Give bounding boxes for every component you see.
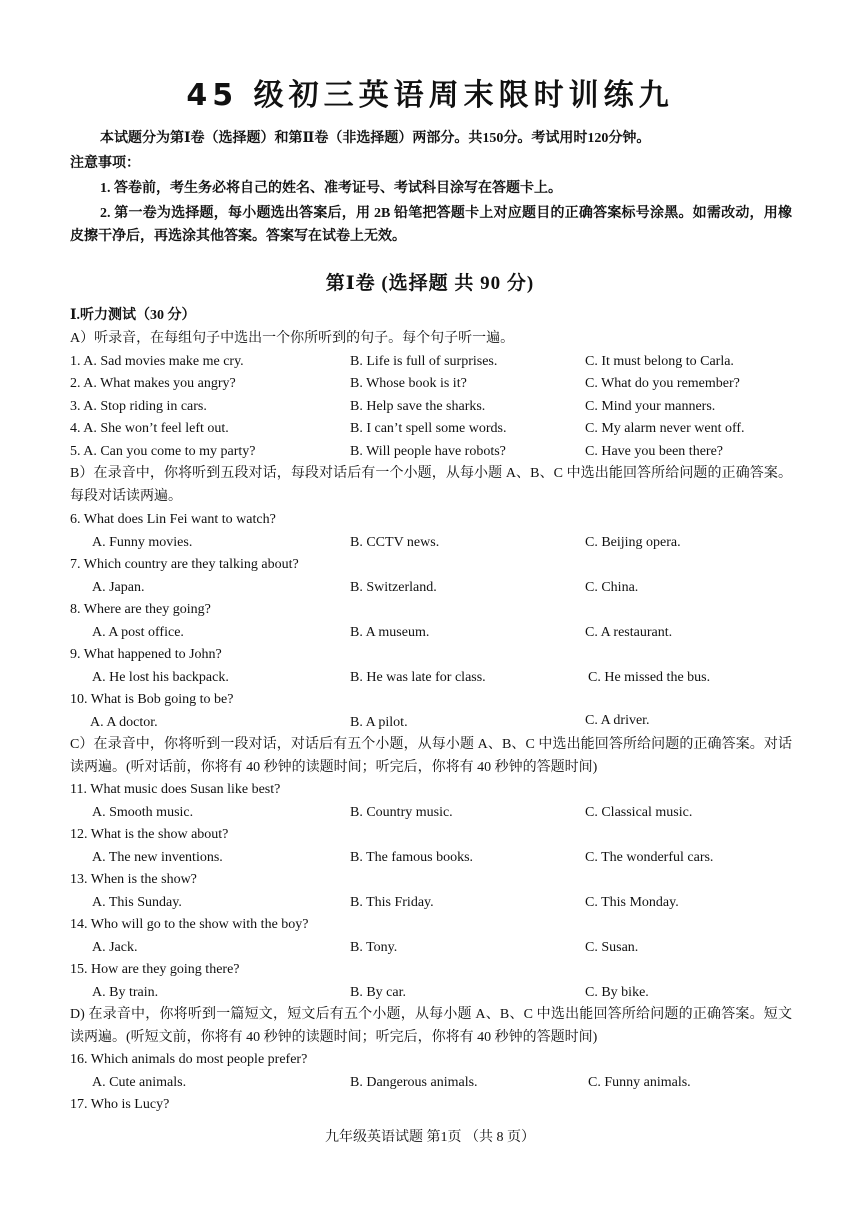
option-a: A. Japan. <box>92 580 145 595</box>
option-b: B. A pilot. <box>350 715 408 730</box>
option-a: A. A doctor. <box>90 715 158 730</box>
question: 6. What does Lin Fei want to watch? <box>70 512 276 527</box>
options-row <box>70 892 792 914</box>
option-a: A. He lost his backpack. <box>92 670 229 685</box>
partC-instructions: C）在录音中，你将听到一段对话，对话后有五个小题，从每小题 A、B、C 中选出能回答所给问题的正确答案。对话读两遍。(听对话前，你将有 40 秒钟的读题时间；听完后，你将有 40 秒钟的答题时间) <box>70 737 792 775</box>
option-c: C. Have you been there? <box>585 444 723 459</box>
note-1: 1. 答卷前，考生务必将自己的姓名、准考证号、考试科目涂写在答题卡上。 <box>100 181 562 196</box>
options-row <box>70 577 792 599</box>
option-a: A. A post office. <box>92 625 184 640</box>
partA-instructions: A）听录音，在每组句子中选出一个你所听到的句子。每个句子听一遍。 <box>70 331 515 346</box>
partA-row <box>70 441 792 463</box>
question: 8. Where are they going? <box>70 602 211 617</box>
options-row <box>70 802 792 824</box>
option-b: B. Switzerland. <box>350 580 437 595</box>
option-c: C. This Monday. <box>585 895 679 910</box>
option-b: B. Will people have robots? <box>350 444 506 459</box>
option-c: C. Susan. <box>585 940 639 955</box>
option-a: A. By train. <box>92 985 159 1000</box>
options-row <box>70 712 792 734</box>
question: 9. What happened to John? <box>70 647 222 662</box>
option-c: C. Beijing opera. <box>585 535 681 550</box>
option-c: C. It must belong to Carla. <box>585 354 734 369</box>
options-row <box>70 847 792 869</box>
question: 12. What is the show about? <box>70 827 229 842</box>
options-row <box>70 532 792 554</box>
option-b: B. Help save the sharks. <box>350 399 486 414</box>
option-a: A. Smooth music. <box>92 805 194 820</box>
partA-row <box>70 418 792 440</box>
option-b: B. Life is full of surprises. <box>350 354 498 369</box>
option-b: B. Dangerous animals. <box>350 1075 478 1090</box>
option-b: B. He was late for class. <box>350 670 486 685</box>
option-c: C. By bike. <box>585 985 649 1000</box>
options-row <box>70 667 792 689</box>
question: 15. How are they going there? <box>70 962 240 977</box>
question: 16. Which animals do most people prefer? <box>70 1052 308 1067</box>
option-b: B. I can’t spell some words. <box>350 421 507 436</box>
question: 7. Which country are they talking about? <box>70 557 299 572</box>
options-row <box>70 1072 792 1094</box>
option-b: B. By car. <box>350 985 406 1000</box>
option-b: B. CCTV news. <box>350 535 440 550</box>
option-a: A. Cute animals. <box>92 1075 187 1090</box>
option-c: C. Classical music. <box>585 805 693 820</box>
option-a: 2. A. What makes you angry? <box>70 376 236 391</box>
option-c: C. Mind your manners. <box>585 399 716 414</box>
options-row <box>70 937 792 959</box>
option-a: 1. A. Sad movies make me cry. <box>70 354 244 369</box>
question: 11. What music does Susan like best? <box>70 782 281 797</box>
option-c: C. He missed the bus. <box>588 670 711 685</box>
option-a: 5. A. Can you come to my party? <box>70 444 256 459</box>
part1-heading: Ⅰ.听力测试（30 分） <box>70 308 196 323</box>
option-c: C. The wonderful cars. <box>585 850 714 865</box>
options-row <box>70 622 792 644</box>
partA-row <box>70 373 792 395</box>
option-a: 4. A. She won’t feel left out. <box>70 421 229 436</box>
question: 13. When is the show? <box>70 872 197 887</box>
option-a: A. This Sunday. <box>92 895 182 910</box>
partD-instructions: D) 在录音中，你将听到一篇短文，短文后有五个小题，从每小题 A、B、C 中选出能回答所给问题的正确答案。短文读两遍。(听短文前，你将有 40 秒钟的读题时间；听完后，你将有 40 秒钟的答题时间) <box>70 1007 792 1045</box>
option-c: C. A restaurant. <box>585 625 673 640</box>
question: 17. Who is Lucy? <box>70 1097 170 1112</box>
question: 14. Who will go to the show with the boy? <box>70 917 309 932</box>
option-b: B. Country music. <box>350 805 453 820</box>
option-a: 3. A. Stop riding in cars. <box>70 399 207 414</box>
options-row <box>70 982 792 1004</box>
option-c: C. What do you remember? <box>585 376 740 391</box>
option-b: B. Whose book is it? <box>350 376 467 391</box>
question: 10. What is Bob going to be? <box>70 692 234 707</box>
option-c: C. My alarm never went off. <box>585 421 745 436</box>
partA-row <box>70 396 792 418</box>
option-b: B. Tony. <box>350 940 398 955</box>
option-b: B. This Friday. <box>350 895 434 910</box>
option-c: C. A driver. <box>585 713 650 728</box>
option-a: A. Jack. <box>92 940 138 955</box>
option-a: A. Funny movies. <box>92 535 193 550</box>
intro-text: 本试题分为第Ⅰ卷（选择题）和第Ⅱ卷（非选择题）两部分。共150分。考试用时120分钟。 <box>100 131 651 146</box>
notes-heading: 注意事项： <box>70 156 140 171</box>
option-c: C. China. <box>585 580 639 595</box>
option-a: A. The new inventions. <box>92 850 223 865</box>
option-b: B. The famous books. <box>350 850 474 865</box>
option-b: B. A museum. <box>350 625 430 640</box>
page-footer: 九年级英语试题 第1页 （共 8 页） <box>325 1130 535 1145</box>
partA-row <box>70 351 792 373</box>
section-title: 第Ⅰ卷 (选择题 共 90 分) <box>325 273 535 294</box>
exam-title: 45 级初三英语周末限时训练九 <box>186 78 674 113</box>
note-2: 2. 第一卷为选择题，每小题选出答案后，用 2B 铅笔把答题卡上对应题目的正确答案标号涂黑。如需改动，用橡皮擦干净后，再选涂其他答案。答案写在试卷上无效。 <box>70 206 792 244</box>
option-c: C. Funny animals. <box>588 1075 691 1090</box>
partB-instructions: B）在录音中，你将听到五段对话，每段对话后有一个小题，从每小题 A、B、C 中选出能回答所给问题的正确答案。每段对话读两遍。 <box>70 466 792 504</box>
